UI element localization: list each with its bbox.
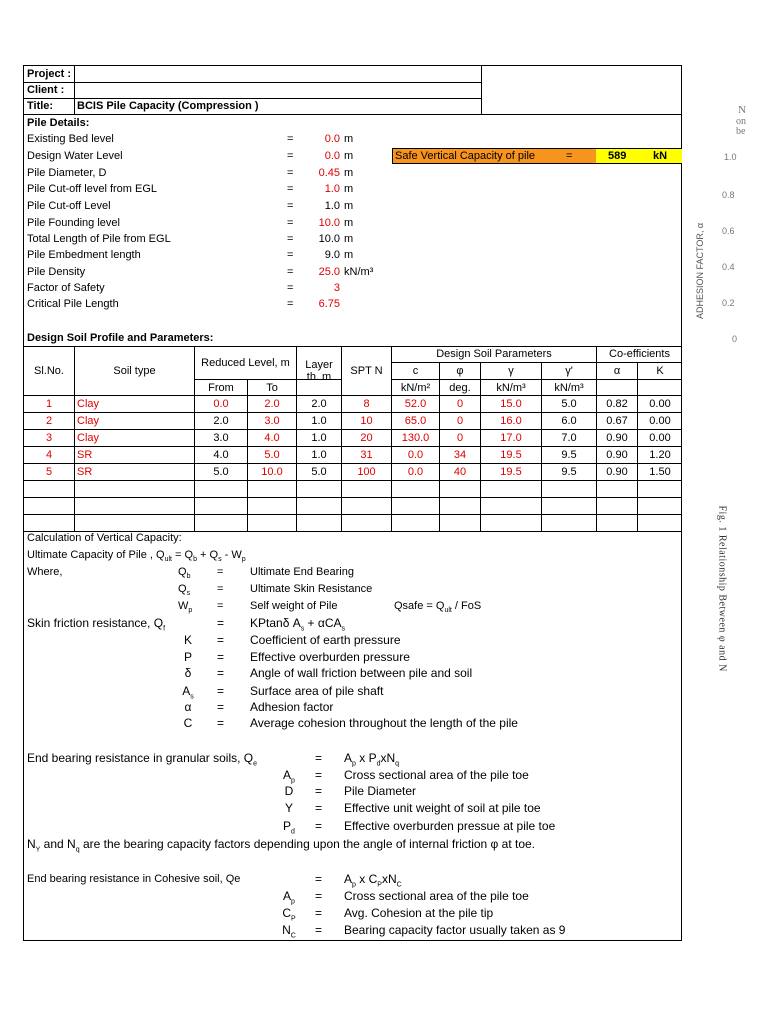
col-header-soil-type: Soil type [113,365,156,377]
col-unit: kN/m³ [496,382,526,394]
side-corner-text-1: N [738,104,746,116]
cohesive-sym: $C_P$ [282,906,296,923]
pd-value[interactable]: 6.75 [318,298,340,310]
soil-cell[interactable]: SR [77,449,93,461]
soil-cell[interactable]: 0.0 [213,398,229,410]
col-header-coefficients: Co-efficients [609,348,670,360]
skin-sym: $A_s$ [182,684,194,701]
soil-cell[interactable]: 10.0 [261,466,283,478]
soil-cell[interactable]: 8 [363,398,370,410]
col-header-spt: SPT N [350,365,383,377]
side-corner-text-3: be [736,126,746,137]
granular-desc: Cross sectional area of the pile toe [344,768,529,782]
axis-tick: 0 [732,334,738,344]
soil-cell[interactable]: 20 [360,432,373,444]
soil-cell[interactable]: 0 [456,398,464,410]
soil-cell[interactable]: 65.0 [404,415,427,427]
soil-cell: 0.00 [649,415,671,427]
pd-label: Pile Diameter, D [27,167,107,179]
axis-label: ADHESION FACTOR, α [695,222,705,319]
soil-cell[interactable]: Clay [77,415,100,427]
qb-desc: Ultimate End Bearing [250,566,354,578]
soil-cell[interactable]: 15.0 [500,398,522,410]
soil-cell: 0.90 [606,466,628,478]
soil-cell[interactable]: 0.0 [407,466,424,478]
skin-friction-title: Skin friction resistance, $Q_f$ [27,616,166,633]
eq-sign: = [315,889,323,903]
title-field[interactable]: BCIS Pile Capacity (Compression ) [77,100,259,112]
pd-eq: = [287,133,294,145]
skin-desc: Adhesion factor [250,700,334,714]
col-header-layer-thk: th. m [306,371,332,383]
col-header-gamma: γ [508,365,514,377]
soil-cell: 1.0 [311,432,327,444]
soil-cell: 1.0 [311,415,327,427]
skin-desc: Effective overburden pressure [250,650,410,664]
pd-eq: = [287,200,294,212]
col-header-c: c [412,365,419,377]
pd-eq: = [287,266,294,278]
soil-cell[interactable]: 5.0 [264,449,280,461]
pd-eq: = [287,233,294,245]
eq-sign: = [315,751,323,765]
col-header-gamma-prime: γ' [565,365,573,377]
pd-label: Critical Pile Length [27,298,119,310]
soil-cell[interactable]: 19.5 [500,466,522,478]
soil-heading: Design Soil Profile and Parameters: [27,332,214,344]
eq-sign: = [217,716,225,730]
pd-value: 9.0 [324,249,340,261]
pd-eq: = [287,150,294,162]
safe-capacity-value: 589 [608,150,627,162]
pd-label: Total Length of Pile from EGL [27,233,171,245]
skin-desc: Coefficient of earth pressure [250,633,401,647]
soil-cell[interactable]: 1 [45,398,53,410]
soil-cell[interactable]: 34 [453,449,467,461]
granular-sym: Y [284,801,293,815]
safe-capacity-eq: = [566,150,573,162]
pd-unit: m [344,183,354,195]
soil-cell: 2.0 [311,398,327,410]
cohesive-formula: $A_p$ x $C_PxN_C$ [344,872,402,889]
soil-cell[interactable]: 130.0 [401,432,430,444]
col-unit: deg. [449,382,471,394]
col-header-phi: φ [456,365,464,377]
soil-cell: 0.00 [649,398,671,410]
soil-cell[interactable]: 40 [453,466,467,478]
client-label: Client : [27,84,65,96]
pd-label: Pile Embedment length [27,249,141,261]
pd-unit: m [344,200,354,212]
granular-title: End bearing resistance in granular soils, $Q_e$ [27,751,258,768]
pd-unit: m [344,249,354,261]
skin-sym: P [183,650,192,664]
col-header-slno: Sl.No. [34,365,64,377]
soil-cell[interactable]: Clay [77,398,100,410]
qs-symbol: $Q_s$ [178,583,191,598]
skin-friction-formula: KPtanδ $A_s + \alpha CA_s$ [250,616,346,633]
pd-unit: m [344,150,354,162]
granular-sym: $A_p$ [283,768,295,785]
pd-unit: m [344,133,354,145]
soil-cell[interactable]: 3.0 [213,432,229,444]
soil-cell[interactable]: 2 [45,415,53,427]
col-unit: kN/m³ [554,382,584,394]
soil-cell: 0.90 [606,449,628,461]
pd-value[interactable]: 10.0 [318,217,340,229]
soil-cell[interactable]: 19.5 [500,449,522,461]
pd-label: Design Water Level [27,150,123,162]
soil-cell[interactable]: 3.0 [264,415,280,427]
pd-value: 10.0 [318,233,340,245]
col-header-reduced-level: Reduced Level, m [201,357,290,369]
eq-sign: = [217,600,224,612]
bearing-factor-note: $N_Y$ and $N_q$ are the bearing capacity factors depending upon the angle of internal friction φ at toe. [27,837,536,854]
eq-sign: = [315,872,323,886]
soil-cell[interactable]: 3 [45,432,53,444]
soil-cell[interactable]: 4.0 [264,432,280,444]
soil-cell[interactable]: 0 [456,415,464,427]
soil-cell: 1.0 [311,449,327,461]
soil-cell[interactable]: 17.0 [500,432,522,444]
eq-sign: = [315,819,323,833]
wp-symbol: $W_p$ [178,600,193,615]
soil-cell: 0.00 [649,432,671,444]
skin-sym: K [183,633,192,647]
title-label: Title: [27,100,54,112]
soil-cell: 5.0 [311,466,327,478]
soil-cell: 6.0 [561,415,577,427]
soil-cell[interactable]: 0.0 [407,449,424,461]
granular-desc: Effective overburden pressue at pile toe [344,819,556,833]
eq-sign: = [217,650,225,664]
pd-label: Factor of Safety [27,282,105,294]
col-header-layer: Layer [305,359,333,371]
skin-desc: Surface area of pile shaft [250,684,384,698]
axis-tick: 0.4 [722,262,735,272]
granular-sym: $P_d$ [283,819,295,836]
figure-caption: Fig. 1 Relationship Between φ and N [716,505,728,672]
where-label: Where, [27,566,63,578]
wp-desc: Self weight of Pile [250,600,338,612]
col-header-k: K [656,365,664,377]
soil-cell[interactable]: 0 [456,432,464,444]
eq-sign: = [217,684,225,698]
skin-sym: α [184,700,192,714]
soil-cell: 1.50 [649,466,671,478]
eq-sign: = [315,784,323,798]
skin-sym: C [183,716,193,730]
pd-label: Pile Founding level [27,217,120,229]
eq-sign: = [315,906,323,920]
eq-sign: = [315,801,323,815]
eq-sign: = [217,616,225,630]
project-label: Project : [27,68,72,80]
soil-cell: 7.0 [561,432,577,444]
granular-desc: Pile Diameter [344,784,417,798]
axis-tick: 0.2 [722,298,735,308]
project-field[interactable] [76,67,479,81]
skin-desc: Average cohesion throughout the length of the pile [250,716,518,730]
granular-sym: D [284,784,294,798]
soil-cell: 9.5 [561,466,577,478]
eq-sign: = [217,583,224,595]
eq-sign: = [217,633,225,647]
skin-desc: Angle of wall friction between pile and soil [250,666,473,680]
col-header-alpha: α [613,365,621,377]
cohesive-desc: Cross sectional area of the pile toe [344,889,529,903]
col-header-design-soil: Design Soil Parameters [436,348,552,360]
pd-value[interactable]: 25.0 [318,266,340,278]
qb-symbol: $Q_b$ [178,566,191,581]
soil-cell[interactable]: 5 [45,466,53,478]
calc-heading: Calculation of Vertical Capacity: [27,532,182,544]
pd-unit: kN/m³ [344,266,374,278]
soil-cell: 9.5 [561,449,577,461]
pd-eq: = [287,183,294,195]
qs-desc: Ultimate Skin Resistance [250,583,373,595]
pd-value[interactable]: 1.0 [324,183,340,195]
pd-label: Pile Density [27,266,86,278]
safe-capacity-box [392,148,682,164]
pd-unit: m [344,217,354,229]
axis-tick: 0.6 [722,226,735,236]
eq-sign: = [217,566,224,578]
side-corner-text-2: on [736,116,746,127]
soil-cell[interactable]: 2.0 [213,415,229,427]
granular-desc: Effective unit weight of soil at pile toe [344,801,541,815]
eq-sign: = [315,923,323,937]
pd-eq: = [287,249,294,261]
cohesive-sym: $N_C$ [282,923,296,940]
soil-cell[interactable]: 31 [360,449,373,461]
pd-eq: = [287,167,294,179]
pd-value: 1.0 [324,200,340,212]
soil-cell[interactable]: 5.0 [213,466,229,478]
pd-eq: = [287,282,294,294]
soil-cell[interactable]: Clay [77,432,100,444]
client-field[interactable] [76,83,479,97]
soil-cell[interactable]: SR [77,466,93,478]
cohesive-desc: Bearing capacity factor usually taken as 9 [344,923,566,937]
axis-tick: 1.0 [724,152,737,162]
safe-capacity-label: Safe Vertical Capacity of pile [395,150,536,162]
skin-sym: δ [184,666,192,680]
axis-tick: 0.8 [722,190,735,200]
granular-formula: $A_p$ x $P_dxN_q$ [344,751,400,768]
cohesive-title: End bearing resistance in Cohesive soil, Qe [27,873,241,885]
pd-label: Existing Bed level [27,133,114,145]
pd-eq: = [287,298,294,310]
soil-cell[interactable]: 4 [45,449,53,461]
pd-unit: m [344,167,354,179]
pd-unit: m [344,233,354,245]
soil-cell[interactable]: 52.0 [404,398,427,410]
col-unit: kN/m² [400,382,431,394]
soil-cell: 5.0 [561,398,577,410]
soil-cell: 0.82 [606,398,628,410]
col-header-to: To [266,382,278,394]
pile-details-heading: Pile Details: [27,117,90,129]
cohesive-desc: Avg. Cohesion at the pile tip [344,906,494,920]
soil-cell: 0.90 [606,432,628,444]
soil-cell[interactable]: 10 [360,415,373,427]
pd-label: Pile Cut-off level from EGL [27,183,158,195]
soil-cell[interactable]: 4.0 [213,449,229,461]
cohesive-sym: $A_p$ [283,889,295,906]
pd-eq: = [287,217,294,229]
col-header-from: From [208,382,234,394]
soil-cell: 1.20 [649,449,671,461]
soil-cell[interactable]: 16.0 [500,415,522,427]
eq-sign: = [217,700,225,714]
pd-value[interactable]: 0.0 [324,133,340,145]
soil-cell[interactable]: 100 [357,466,376,478]
pd-label: Pile Cut-off Level [27,200,111,212]
pd-value[interactable]: 0.45 [318,167,340,179]
safe-capacity-unit: kN [653,150,668,162]
soil-cell: 0.67 [606,415,628,427]
eq-sign: = [217,666,225,680]
ultimate-capacity-formula: Ultimate Capacity of Pile , $Q_{ult} = Q_b + Q_s - W_p$ [27,549,246,564]
soil-cell[interactable]: 2.0 [264,398,280,410]
eq-sign: = [315,768,323,782]
qsafe-formula: Qsafe = $Q_{ult}$ / FoS [394,600,482,615]
pd-value[interactable]: 0.0 [324,150,340,162]
pd-value[interactable]: 3 [333,282,340,294]
